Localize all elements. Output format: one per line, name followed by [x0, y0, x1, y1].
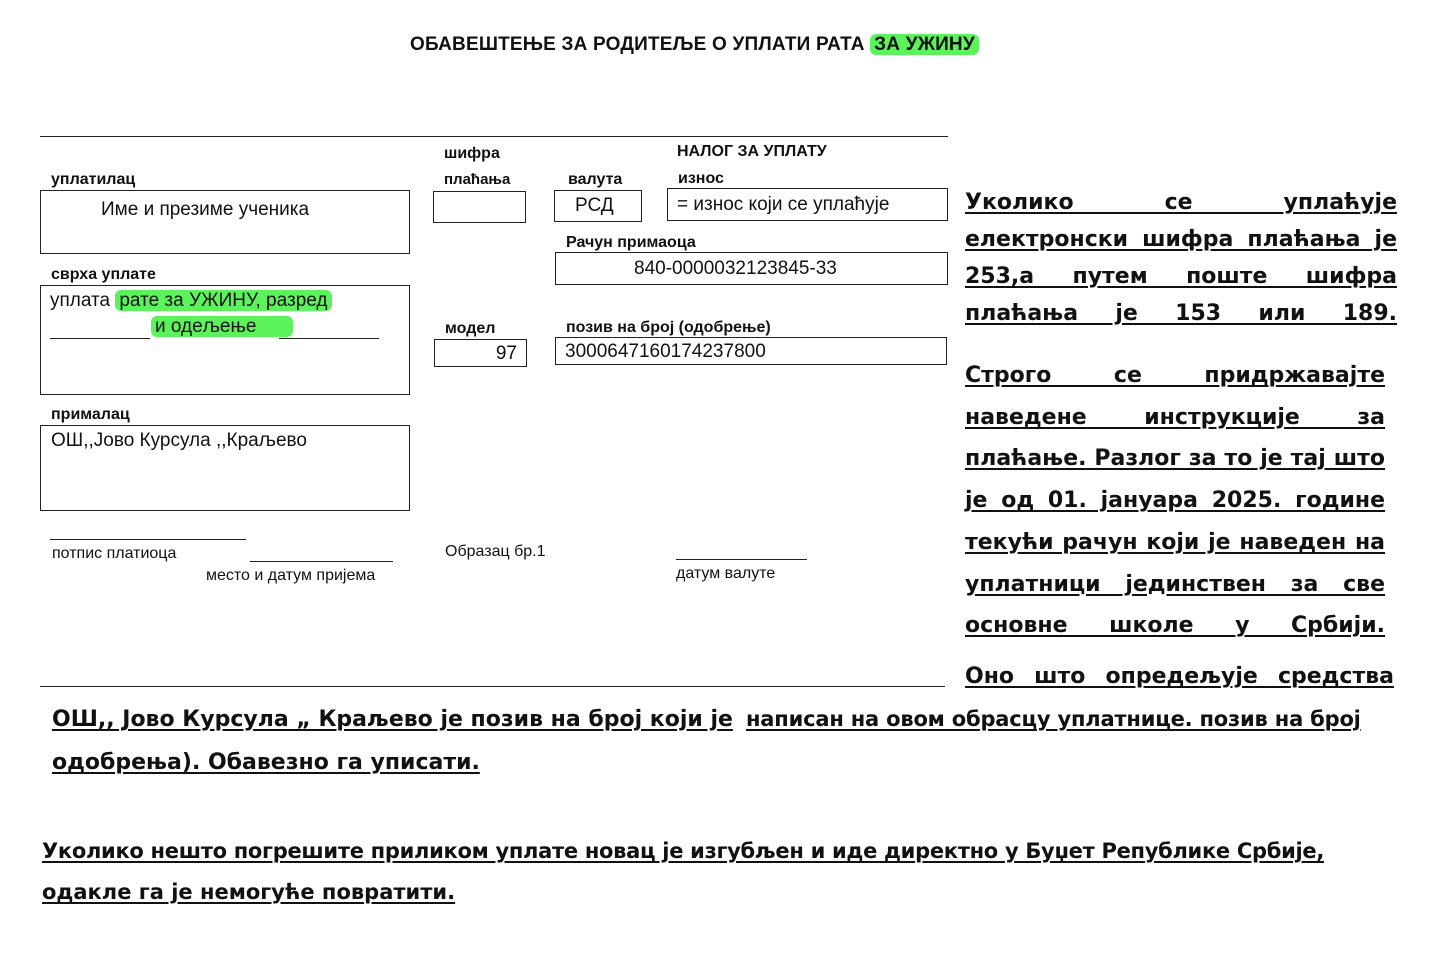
currency-value: РСД [575, 195, 614, 216]
payment-code-label-2: плаћања [444, 171, 511, 188]
note-payment-code: Уколико се уплаћује електронски шифра плаћања је 253,а путем поште шифра плаћања је 153 или 189. [965, 190, 1397, 326]
reference-field[interactable] [555, 337, 947, 365]
purpose-line-2 [151, 316, 293, 338]
note-warning-line-1: Уколико нешто погрешите приликом уплате новац је изгубљен и иде директно у Буџет Републике Србије, [42, 839, 1325, 863]
note-determines-start: Оно што опредељује средства [965, 664, 1394, 689]
account-field[interactable] [555, 252, 948, 285]
purpose-highlight-1: рате за УЖИНУ, разред [115, 290, 331, 311]
payer-field[interactable] [40, 190, 410, 254]
section-blank-line [279, 338, 379, 339]
currency-field[interactable] [554, 190, 642, 222]
currency-label: валута [568, 171, 623, 188]
recipient-field[interactable] [40, 425, 410, 511]
note-reference-line-1b: написан на овом обрасцу уплатнице. позив на број [746, 707, 1361, 731]
model-value: 97 [495, 343, 517, 364]
account-value: 840-0000032123845-33 [634, 258, 837, 279]
model-field[interactable] [434, 339, 527, 367]
payment-code-label-1: шифра [444, 145, 500, 162]
reference-value: 3000647160174237800 [565, 341, 766, 362]
recipient-label: прималац [51, 406, 130, 423]
note-instructions: Строго се придржавајте наведене инструкције за плаћање. Разлог за то је тај што је од 01. јануара 2025. године текући рачун који је наведен на уплатници јединствен за све основне школе у Србији. [965, 363, 1385, 639]
payer-signature-label: потпис платиоца [52, 545, 177, 562]
purpose-prefix: уплата [50, 290, 116, 311]
title-highlight: ЗА УЖИНУ [870, 34, 979, 55]
payer-signature-line [50, 539, 246, 540]
payment-code-field[interactable] [433, 191, 526, 223]
amount-value: = износ који се уплаћује [677, 194, 890, 215]
note-reference-line-1a: ОШ,, Јово Курсула „ Краљево је позив на број који је [52, 707, 733, 732]
value-date-label: датум валуте [676, 565, 776, 582]
amount-field[interactable] [667, 188, 948, 221]
recipient-value: ОШ,,Јово Курсула ,,Краљево [51, 430, 307, 451]
payer-value: Име и презиме ученика [101, 199, 310, 220]
place-date-label: место и датум пријема [206, 567, 376, 584]
top-rule [40, 136, 948, 137]
class-blank-line [50, 338, 150, 339]
amount-label: износ [678, 170, 724, 187]
note-reference-line-2: одобрења). Обавезно га уписати. [52, 750, 480, 775]
reference-label: позив на број (одобрење) [566, 319, 771, 336]
value-date-line [676, 559, 807, 560]
page-title [410, 34, 979, 56]
account-label: Рачун примаоца [566, 234, 696, 251]
purpose-highlight-2: и одељење [151, 316, 293, 337]
bottom-rule [40, 686, 945, 687]
purpose-field[interactable] [40, 285, 410, 395]
model-label: модел [445, 320, 496, 337]
note-warning-line-2: одакле га је немогуће повратити. [42, 880, 456, 904]
form-number: Образац бр.1 [445, 543, 546, 560]
order-header: НАЛОГ ЗА УПЛАТУ [677, 143, 827, 160]
purpose-line-1 [50, 290, 332, 312]
place-date-line [250, 561, 393, 562]
title-text: ОБАВЕШТЕЊЕ ЗА РОДИТЕЉЕ О УПЛАТИ РАТА [410, 34, 871, 55]
purpose-label: сврха уплате [51, 266, 156, 283]
payer-label: уплатилац [51, 171, 136, 188]
